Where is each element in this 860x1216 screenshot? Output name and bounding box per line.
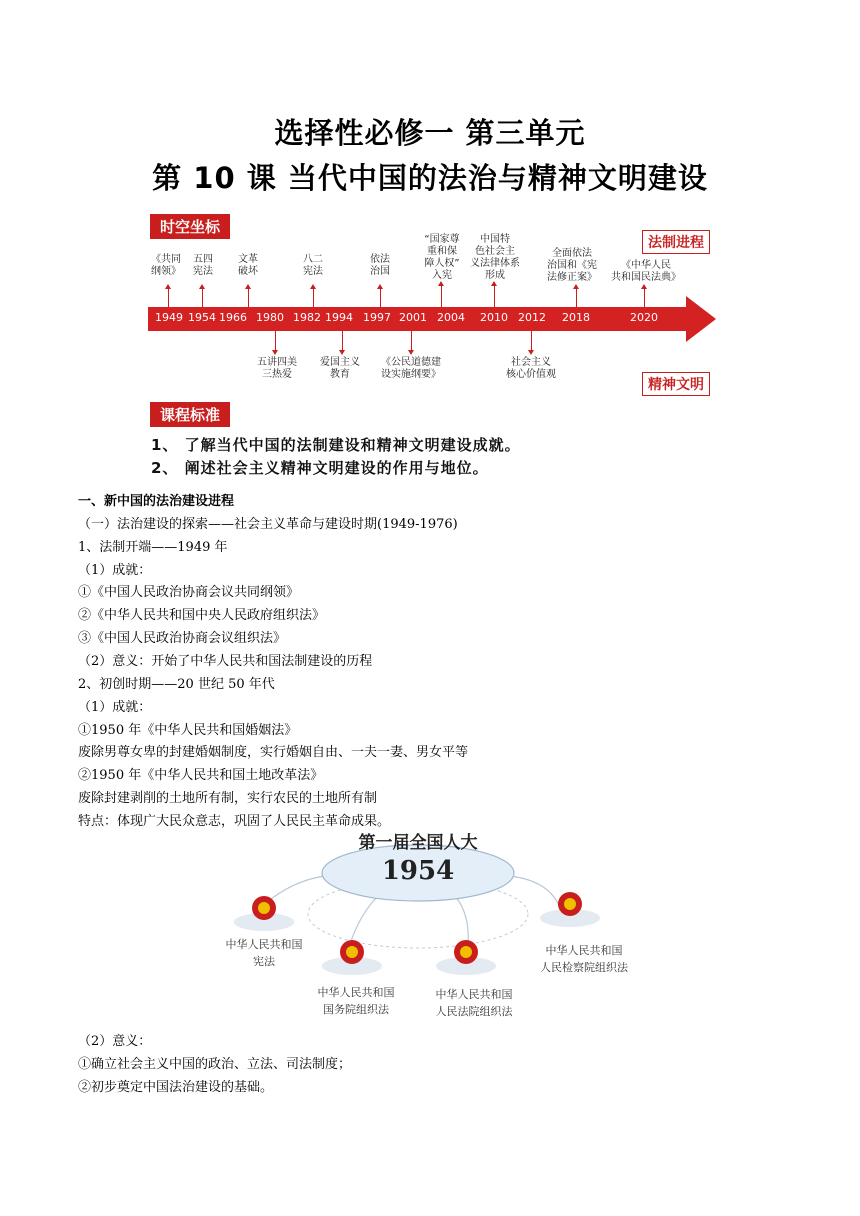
body-line: 废除男尊女卑的封建婚姻制度，实行婚姻自由、一夫一妻、男女平等 bbox=[78, 745, 469, 760]
body-line: ②《中华人民共和国中央人民政府组织法》 bbox=[78, 608, 326, 623]
national-emblem-icon bbox=[540, 892, 600, 927]
event-above: 《共同 纲领》 bbox=[151, 254, 181, 277]
diagram-title: 第一届全国人大 bbox=[358, 833, 478, 853]
year-label: 2004 bbox=[437, 311, 465, 324]
year-label: 1980 bbox=[256, 311, 284, 324]
event-above: “国家尊 重和保 障人权” 入宪 bbox=[424, 234, 460, 281]
tag-course-standard: 课程标准 bbox=[150, 402, 230, 427]
year-label: 1982 bbox=[293, 311, 321, 324]
section-heading: 一、新中国的法治建设进程 bbox=[78, 494, 235, 509]
event-above: 八二 宪法 bbox=[303, 254, 323, 277]
body-line: 2、初创时期——20 世纪 50 年代 bbox=[78, 677, 275, 692]
page-title-line1: 选择性必修一 第三单元 bbox=[274, 116, 586, 150]
year-label: 1954 bbox=[188, 311, 216, 324]
timeline-arrow-head bbox=[686, 296, 716, 342]
tick-up bbox=[441, 285, 442, 307]
year-label: 2001 bbox=[399, 311, 427, 324]
body-line: ③《中国人民政治协商会议组织法》 bbox=[78, 631, 287, 646]
national-emblem-icon bbox=[234, 896, 294, 931]
year-label: 1997 bbox=[363, 311, 391, 324]
tick-up bbox=[380, 288, 381, 307]
tick-up bbox=[494, 285, 495, 307]
event-below: 爱国主义 教育 bbox=[320, 357, 360, 380]
body-line: ①《中国人民政治协商会议共同纲领》 bbox=[78, 585, 300, 600]
tick-up bbox=[168, 288, 169, 307]
tick-down bbox=[411, 331, 412, 351]
tick-down bbox=[275, 331, 276, 351]
connector bbox=[350, 896, 378, 944]
year-label: 2018 bbox=[562, 311, 590, 324]
body-line: ①确立社会主义中国的政治、立法、司法制度； bbox=[78, 1057, 352, 1072]
tag-spiritual: 精神文明 bbox=[642, 372, 710, 396]
body-line: （2）意义： bbox=[78, 1034, 152, 1049]
body-line: 废除封建剥削的土地所有制，实行农民的土地所有制 bbox=[78, 791, 378, 806]
body-line: ②初步奠定中国法治建设的基础。 bbox=[78, 1080, 274, 1095]
law-label: 中华人民共和国 宪法 bbox=[225, 938, 303, 968]
tick-down bbox=[342, 331, 343, 351]
page-title-line2: 第 10 课 当代中国的法治与精神文明建设 bbox=[152, 161, 708, 195]
npc-1954-diagram bbox=[210, 826, 650, 1026]
event-above: 全面依法 治国和《宪 法修正案》 bbox=[547, 248, 597, 283]
law-label: 中华人民共和国 人民法院组织法 bbox=[435, 988, 513, 1018]
event-below: 社会主义 核心价值观 bbox=[506, 357, 556, 380]
event-above: 依法 治国 bbox=[370, 254, 390, 277]
body-line: 1、法制开端——1949 年 bbox=[78, 540, 228, 555]
tick-up bbox=[313, 288, 314, 307]
tag-legal-process: 法制进程 bbox=[642, 230, 710, 254]
body-line: 特点：体现广大民众意志，巩固了人民民主革命成果。 bbox=[78, 814, 391, 829]
event-below: 《公民道德建 设实施纲要》 bbox=[381, 357, 441, 380]
tick-up bbox=[202, 288, 203, 307]
law-label: 中华人民共和国 国务院组织法 bbox=[317, 986, 395, 1016]
body-line: （2）意义：开始了中华人民共和国法制建设的历程 bbox=[78, 654, 373, 669]
year-label: 1966 bbox=[219, 311, 247, 324]
tick-up bbox=[248, 288, 249, 307]
year-label: 2020 bbox=[630, 311, 658, 324]
standard-item: 1、 了解当代中国的法制建设和精神文明建设成就。 bbox=[151, 436, 521, 454]
subsection-heading: （一）法治建设的探索——社会主义革命与建设时期(1949-1976) bbox=[78, 517, 458, 532]
event-above: 文革 破坏 bbox=[238, 254, 258, 277]
national-emblem-icon bbox=[436, 940, 496, 975]
connector bbox=[455, 896, 468, 944]
standard-item: 2、 阐述社会主义精神文明建设的作用与地位。 bbox=[151, 459, 489, 477]
tick-up bbox=[644, 288, 645, 307]
body-line: （1）成就： bbox=[78, 563, 152, 578]
tag-spacetime: 时空坐标 bbox=[150, 214, 230, 239]
tick-down bbox=[531, 331, 532, 351]
body-line: ①1950 年《中华人民共和国婚姻法》 bbox=[78, 723, 298, 738]
year-label: 2012 bbox=[518, 311, 546, 324]
event-above: 《中华人民 共和国民法典》 bbox=[611, 260, 681, 283]
national-emblem-icon bbox=[322, 940, 382, 975]
year-label: 2010 bbox=[480, 311, 508, 324]
timeline-figure bbox=[146, 212, 716, 432]
law-label: 中华人民共和国 人民检察院组织法 bbox=[540, 944, 628, 974]
year-label: 1949 bbox=[155, 311, 183, 324]
body-line: ②1950 年《中华人民共和国土地改革法》 bbox=[78, 768, 324, 783]
body-line: （1）成就： bbox=[78, 700, 152, 715]
diagram-year: 1954 bbox=[381, 856, 455, 886]
tick-up bbox=[576, 288, 577, 307]
year-label: 1994 bbox=[325, 311, 353, 324]
event-above: 五四 宪法 bbox=[193, 254, 213, 277]
event-above: 中国特 色社会主 义法律体系 形成 bbox=[470, 234, 520, 281]
event-below: 五讲四美 三热爱 bbox=[257, 357, 297, 380]
